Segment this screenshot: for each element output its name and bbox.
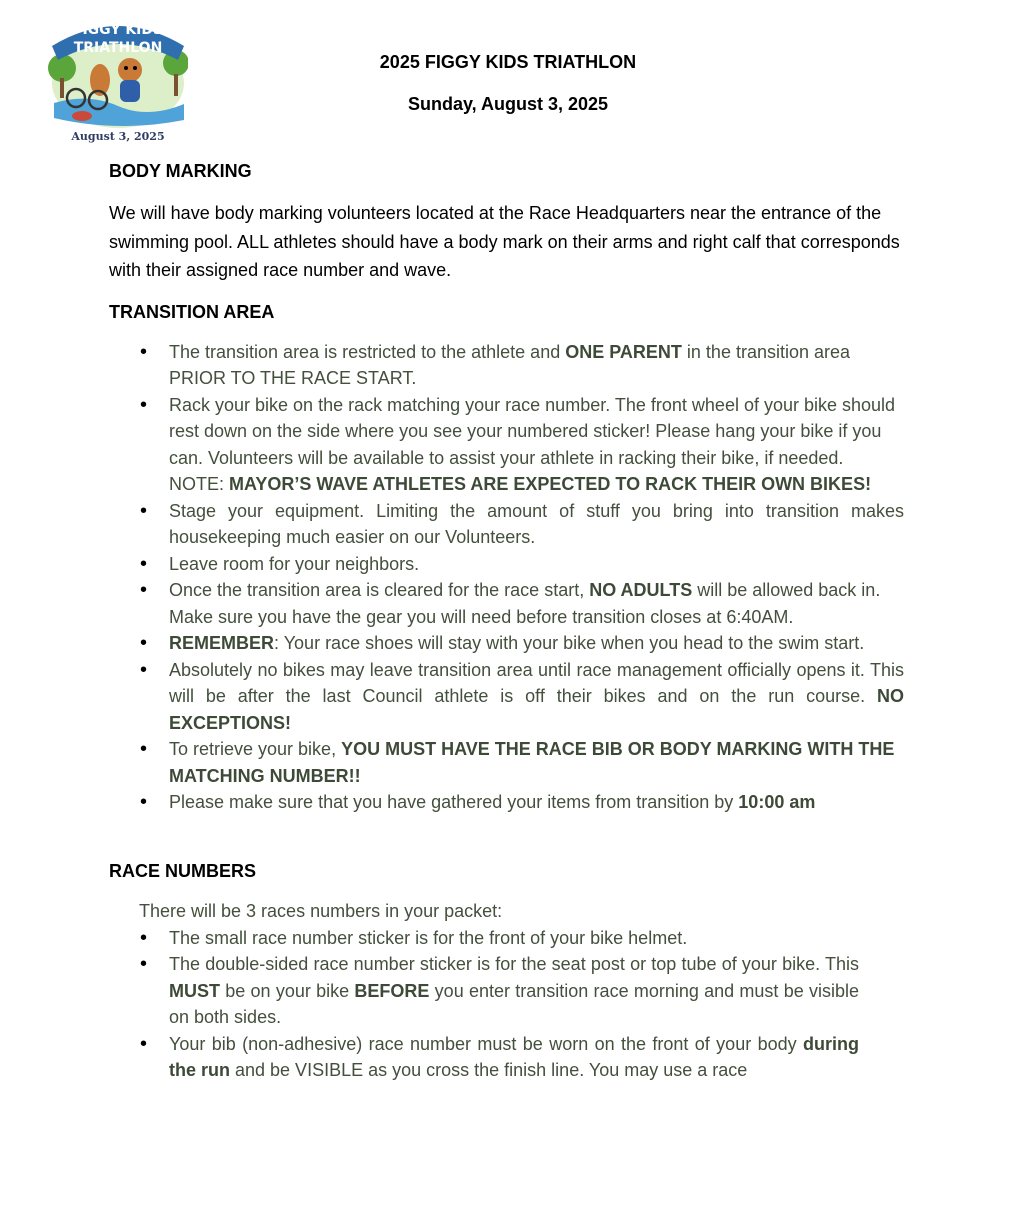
page-title: 2025 FIGGY KIDS TRIATHLON — [379, 52, 637, 72]
race-numbers-heading: RACE NUMBERS — [109, 860, 257, 881]
body-marking-heading: BODY MARKING — [109, 161, 252, 181]
list-item: • Absolutely no bikes may leave transition area until race management officially opens it. This will be after the last Council athlete is off their bikes and on the run course. NO EXCEPTIONS! — [140, 658, 904, 733]
list-item: • REMEMBER: Your race shoes will stay with your bike when you head to the swim start. — [109, 630, 904, 657]
list-item: • Leave room for your neighbors. — [109, 551, 904, 578]
logo-date: August 3, 2025 — [71, 130, 165, 143]
bullet-icon: • — [140, 552, 148, 575]
list-item: • The double-sided race number sticker is for the seat post or top tube of your bike. This MUST be on your bike BEFORE you enter transition race morning and must be visible on both sides. — [140, 953, 860, 1027]
bullet-icon: • — [140, 926, 148, 949]
svg-text:TRIATHLON: TRIATHLON — [73, 40, 163, 56]
bullet-icon: • — [140, 579, 148, 601]
bullet-icon: • — [140, 738, 148, 760]
body-marking-text: We will have body marking volunteers located at the Race Headquarters near the entrance of the swimming pool. ALL athletes should have a body mark on their arms and right calf that corresponds with their assigned race number and wave. — [109, 203, 900, 280]
bullet-icon: • — [140, 499, 148, 522]
list-item: • Rack your bike on the rack matching your race number. The front wheel of your bike should rest down on the side where you see your numbered sticker! Please hang your bike if you can. Volunteers will be available to assist your athlete in racking their bike, if needed. NOTE: MAYOR’S WAVE ATHLETES ARE EXPECTED TO RACK THEIR OWN BIKES! — [140, 393, 896, 494]
list-item: • To retrieve your bike, YOU MUST HAVE THE RACE BIB OR BODY MARKING WITH THE MATCHING NUMBER!! — [140, 738, 895, 786]
transition-heading: TRANSITION AREA — [109, 301, 275, 322]
triathlon-logo — [48, 8, 188, 146]
list-item: • The small race number sticker is for the front of your bike helmet. — [109, 925, 859, 952]
bullet-icon: • — [140, 632, 148, 654]
bullet-icon: • — [140, 393, 148, 416]
bullet-icon: • — [140, 1032, 148, 1055]
bullet-icon: • — [140, 340, 148, 363]
list-item: • Once the transition area is cleared for the race start, NO ADULTS will be allowed back in. Make sure you have the gear you will need before transition closes at 6:40AM. — [140, 579, 881, 627]
bullet-icon: • — [140, 658, 148, 681]
transition-list — [109, 339, 904, 816]
race-numbers-list — [109, 925, 859, 1084]
list-item: • Stage your equipment. Limiting the amount of stuff you bring into transition makes housekeeping much easier on our Volunteers. — [140, 499, 904, 547]
document-body — [109, 158, 904, 1084]
bullet-icon: • — [140, 791, 148, 813]
race-numbers-intro: There will be 3 races numbers in your packet: — [139, 900, 503, 921]
list-item: • The transition area is restricted to the athlete and ONE PARENT in the transition area PRIOR TO THE RACE START. — [140, 340, 851, 388]
svg-text:FIGGY KIDS: FIGGY KIDS — [72, 22, 164, 38]
list-item: • Your bib (non-adhesive) race number must be worn on the front of your body during the run and be VISIBLE as you cross the finish line. You may use a race — [140, 1032, 859, 1080]
bullet-icon: • — [140, 953, 148, 975]
event-date: Sunday, August 3, 2025 — [407, 94, 609, 114]
list-item: • Please make sure that you have gathered your items from transition by 10:00 am — [109, 789, 904, 816]
